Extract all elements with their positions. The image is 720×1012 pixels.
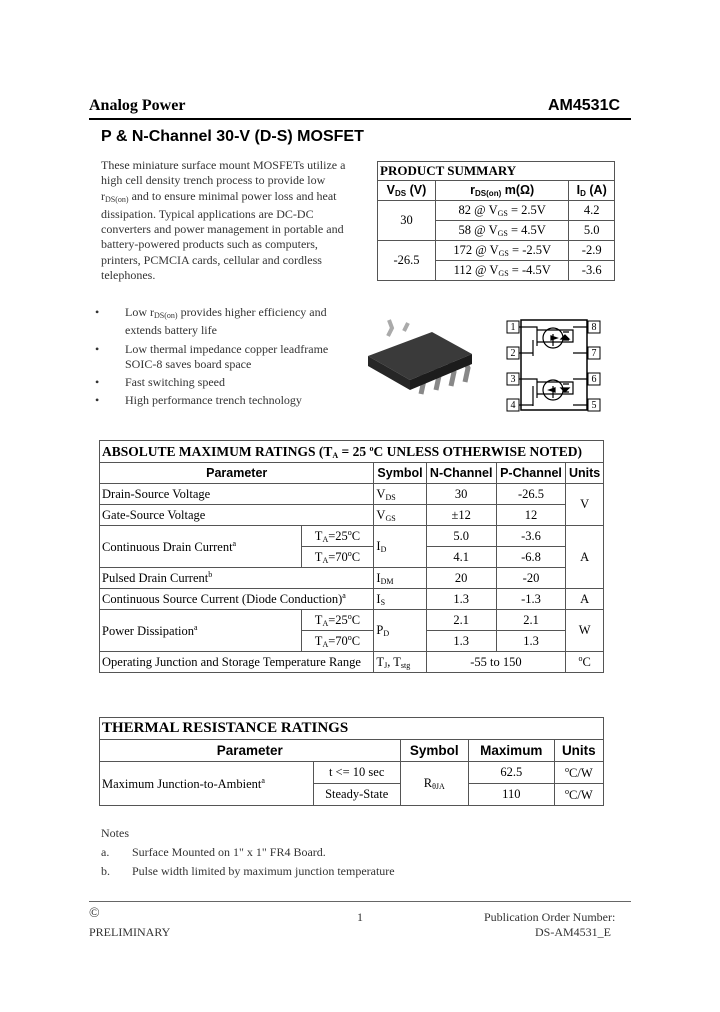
absolute-maximum-ratings-table	[99, 440, 604, 673]
preliminary-label: PRELIMINARY	[89, 925, 171, 939]
list-item: • Fast switching speed	[95, 375, 225, 390]
table-row: Drain-Source Voltage $V_{DS}$ 30 -26.5 V	[100, 484, 604, 505]
table-row: Steady-State 110 $^o$C/W	[100, 784, 604, 806]
pin-8-label: 8	[591, 322, 597, 333]
note-b: b. Pulse width limited by maximum junction temperature	[101, 864, 395, 878]
copyright-symbol: ©	[89, 906, 100, 921]
table-row: Continuous Drain Current$^a$ $T_A=25^oC$ $I_D$ 5.0 -3.6 A	[100, 526, 604, 547]
thermal-resistance-table	[99, 717, 604, 806]
footer-rule	[89, 901, 631, 902]
table-row: 30 82 @ $V_{GS} = 2.5V$ 4.2	[378, 201, 615, 221]
table-row: Maximum Junction-to-Ambient$^a$ t <= 10 sec $R_{\theta JA}$ 62.5 $^o$C/W	[100, 762, 604, 784]
table-row: $T_A=70^oC$ 1.3 1.3	[100, 631, 604, 652]
page-number: 1	[357, 910, 363, 924]
notes-title: Notes	[101, 826, 129, 840]
list-item: • High performance trench technology	[95, 393, 302, 408]
table-row: Pulsed Drain Current$^b$ $I_{DM}$ 20 -20	[100, 568, 604, 589]
page-title: P & N-Channel 30-V (D-S) MOSFET	[101, 128, 364, 145]
notes-section	[101, 824, 395, 881]
pin-6-label: 6	[591, 374, 597, 385]
part-number: AM4531C	[548, 97, 621, 114]
feature-list	[93, 305, 333, 412]
soic8-package-image	[360, 318, 480, 408]
table-row: Continuous Source Current (Diode Conduction)$^a$ $I_S$ 1.3 -1.3 A	[100, 589, 604, 610]
table-row: $T_A=70^oC$ 4.1 -6.8	[100, 547, 604, 568]
list-item: • Low $r_{DS(on)}$ provides higher efficiency and extends battery life	[95, 305, 327, 338]
table-row: 58 @ $V_{GS} = 4.5V$ 5.0	[378, 221, 615, 241]
table-row: Gate-Source Voltage $V_{GS}$ ±12 12	[100, 505, 604, 526]
pinout-diagram	[503, 316, 603, 416]
table-header-row: $V_{DS}$ (V) $r_{DS(on)}$ m(Ω) $I_D$ (A)	[378, 181, 615, 201]
header-rule	[89, 118, 631, 120]
table-header-row: Parameter Symbol N-Channel P-Channel Units	[100, 463, 604, 484]
pin-5-label: 5	[591, 400, 597, 411]
mosfet-symbols	[519, 327, 587, 406]
table-row: -26.5 172 @ $V_{GS} = -2.5V$ -2.9	[378, 241, 615, 261]
brand-name: Analog Power	[89, 97, 186, 114]
table-row: Operating Junction and Storage Temperature Range $T_J$, $T_{stg}$ -55 to 150 $^o$C	[100, 652, 604, 673]
product-summary-table	[377, 161, 615, 281]
pin-2-label: 2	[510, 348, 516, 359]
note-a: a. Surface Mounted on 1" x 1" FR4 Board.	[101, 845, 326, 859]
table-row: 112 @ $V_{GS} = -4.5V$ -3.6	[378, 261, 615, 281]
pin-7-label: 7	[591, 348, 597, 359]
product-summary-caption: PRODUCT SUMMARY	[378, 162, 615, 181]
trr-caption: THERMAL RESISTANCE RATINGS	[100, 718, 604, 740]
pin-1-label: 1	[510, 322, 516, 333]
intro-paragraph: These miniature surface mount MOSFETs utilize a high cell density trench process to provide low $r_{DS(on)}$ and to ensure minimal power loss and heat dissipation. Typical applications are DC-DC converters and power management in portable and battery-powered products such as computers, printers, PCMCIA cards, cellular and cordless telephones.	[101, 158, 346, 283]
table-header-row: Parameter Symbol Maximum Units	[100, 740, 604, 762]
amr-caption: ABSOLUTE MAXIMUM RATINGS ($T_A = 25$ $^o$C UNLESS OTHERWISE NOTED)	[100, 441, 604, 463]
list-item: • Low thermal impedance copper leadframe SOIC-8 saves board space	[95, 341, 329, 371]
publication-order-label: Publication Order Number:	[484, 910, 616, 924]
pin-3-label: 3	[510, 374, 516, 385]
document-number: DS-AM4531_E	[535, 925, 612, 939]
table-row: Power Dissipation$^a$ $T_A=25^oC$ $P_D$ 2.1 2.1 W	[100, 610, 604, 631]
pin-4-label: 4	[510, 400, 516, 411]
